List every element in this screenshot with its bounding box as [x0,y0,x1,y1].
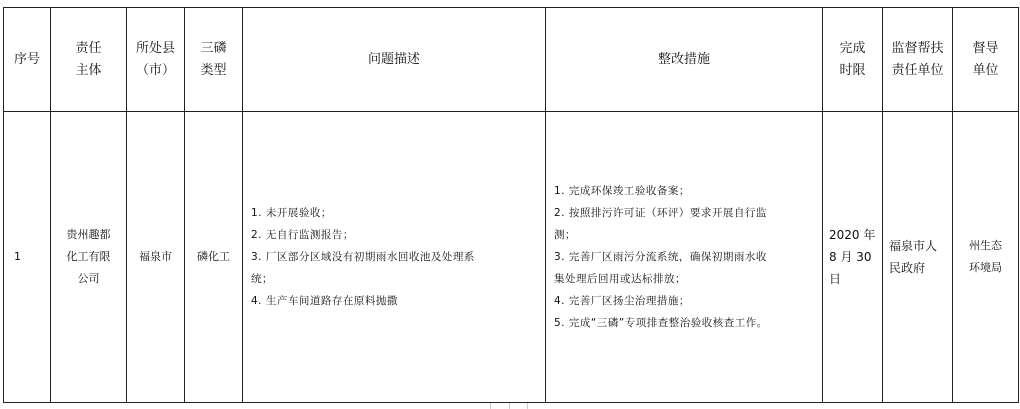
problem-item: 3. 厂区部分区域没有初期雨水回收池及处理系 [251,251,475,263]
header-row [4,8,1019,112]
deadline-line: 日 [829,272,842,286]
header-deadline-line2: 时限 [839,62,866,78]
row-entity-line: 化工有限 [66,250,111,263]
header-county-label [127,38,184,82]
ruler-tick [527,403,528,409]
header-deadline-line1: 完成 [839,40,866,56]
row-measures [546,112,823,403]
row-entity [51,112,127,403]
deadline-text [823,224,882,290]
header-type [185,8,243,112]
supervisor-line: 民政府 [889,261,926,275]
header-measures-label: 整改措施 [657,51,710,67]
row-type: 磷化工 [185,112,243,403]
header-measures [546,8,823,112]
header-type-label [185,38,242,82]
header-entity-line1: 责任 [75,40,102,56]
header-supervisor-line1: 监督帮扶 [891,40,944,56]
row-deadline [823,112,883,403]
problem-item: 1. 未开展验收； [251,207,332,219]
header-supervisor-label [883,38,952,82]
header-type-line1: 三磷 [200,40,227,56]
ruler-tick [509,403,510,409]
deadline-line: 2020 年 [829,228,876,242]
header-inspector-line2: 单位 [972,62,999,78]
ruler-tick [490,403,491,409]
header-county [127,8,185,112]
header-supervisor [883,8,953,112]
page-bottom-edge [3,402,1019,409]
header-seq-label: 序号 [13,51,40,67]
header-entity [51,8,127,112]
header-seq [4,8,51,112]
header-county-line1: 所处县 [135,40,175,56]
header-deadline [823,8,883,112]
problem-item: 统； [251,273,273,285]
row-inspector [953,112,1019,403]
header-inspector-label [953,38,1018,82]
header-supervisor-line2: 责任单位 [891,62,944,78]
inspector-line: 州生态 [969,239,1002,252]
problem-item: 2. 无自行监测报告； [251,229,354,241]
row-entity-line: 贵州趣都 [66,228,111,241]
problem-list [243,202,545,312]
table-row [4,112,1019,403]
header-entity-label [51,38,126,82]
measure-item: 5. 完成“三磷”专项排查整治验收核查工作。 [554,317,768,329]
row-seq: 1 [4,112,51,403]
measure-item: 3. 完善厂区雨污分流系统，确保初期雨水收 [554,251,767,263]
supervisor-line: 福泉市人 [889,239,938,253]
inspector-line: 环境局 [969,261,1002,274]
deadline-line: 8 月 30 [829,250,872,264]
measure-item: 测； [554,229,576,241]
header-inspector-line1: 督导 [972,40,999,56]
row-supervisor [883,112,953,403]
header-deadline-label [823,38,882,82]
measure-item: 4. 完善厂区扬尘治理措施； [554,295,690,307]
measure-item: 2. 按照排污许可证（环评）要求开展自行监 [554,207,767,219]
measure-item: 1. 完成环保竣工验收备案； [554,185,690,197]
measure-list [546,180,822,334]
header-entity-line2: 主体 [75,62,102,78]
measure-item: 集处理后回用或达标排放； [554,273,686,285]
row-problems [243,112,546,403]
header-type-line2: 类型 [200,62,227,78]
header-county-line2: （市） [135,62,175,78]
rectification-table [3,7,1019,403]
row-entity-line: 公司 [77,272,100,285]
header-inspector [953,8,1019,112]
supervisor-text [883,235,952,279]
row-county: 福泉市 [127,112,185,403]
header-problem [243,8,546,112]
problem-item: 4. 生产车间道路存在原料抛撒 [251,295,398,307]
header-problem-label: 问题描述 [367,51,420,67]
